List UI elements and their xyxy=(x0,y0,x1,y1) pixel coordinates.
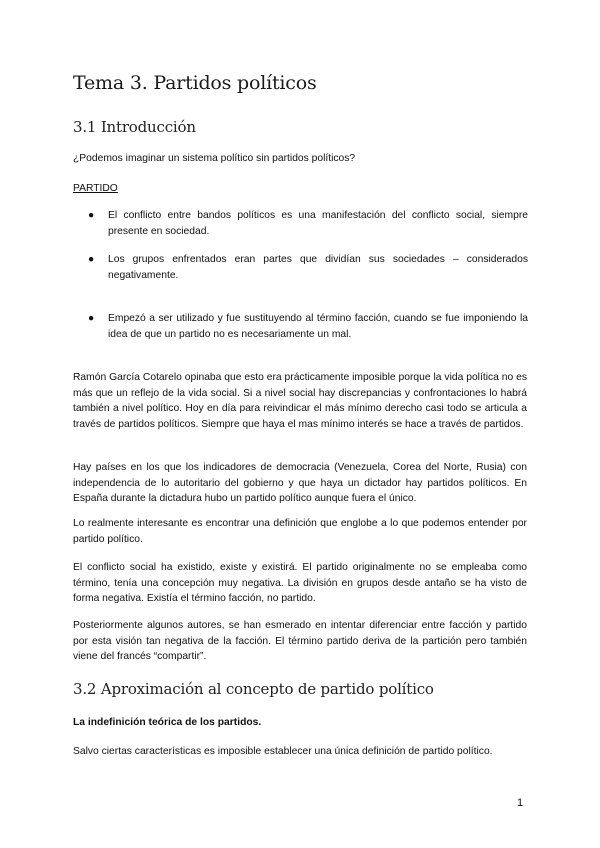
paragraph: El conflicto social ha existido, existe y existirá. El partido originalmente no se empleaba como término, tenía una concepción muy negativa. La división en grupos desde antaño se ha visto de forma negativa. Existía el término facción, no partido. xyxy=(73,562,527,604)
bullet-text: El conflicto entre bandos políticos es una manifestación del conflicto social, siempre presente en sociedad. xyxy=(108,210,528,237)
section-heading-aproximacion: 3.2 Aproximación al concepto de partido político xyxy=(73,680,434,698)
paragraph: Salvo ciertas características es imposible establecer una única definición de partido político. xyxy=(73,746,493,757)
bullet-icon: ● xyxy=(88,254,95,265)
paragraph: Ramón García Cotarelo opinaba que esto era prácticamente imposible porque la vida política no es más que un reflejo de la vida social. Si a nivel social hay discrepancias y confrontaciones lo habrá también a nivel político. Hoy en día para reivindicar el más mínimo derecho casi todo se articula a través de partidos políticos. Siempre que haya el mas mínimo interés se hace a través de partidos. xyxy=(73,372,527,430)
bullet-icon: ● xyxy=(88,313,95,324)
page-number: 1 xyxy=(517,797,524,809)
subheading: La indefinición teórica de los partidos. xyxy=(73,717,262,728)
bullet-text: Los grupos enfrentados eran partes que dividían sus sociedades – considerados negativamente. xyxy=(108,254,528,281)
paragraph: Hay países en los que los indicadores de democracia (Venezuela, Corea del Norte, Rusia) con independencia de lo autoritario del gobierno y que haya un dictador hay partidos políticos. En España durante la dictadura hubo un partido político aunque fuera el único. xyxy=(73,462,527,504)
bullet-text: Empezó a ser utilizado y fue sustituyendo al término facción, cuando se fue imponiendo la idea de que un partido no es necesariamente un mal. xyxy=(108,313,528,340)
intro-question: ¿Podemos imaginar un sistema político sin partidos políticos? xyxy=(73,153,356,164)
section-heading-introduccion: 3.1 Introducción xyxy=(73,118,196,136)
page-title: Tema 3. Partidos políticos xyxy=(73,72,317,94)
paragraph: Lo realmente interesante es encontrar una definición que englobe a lo que podemos entender por partido político. xyxy=(73,518,527,545)
bullet-icon: ● xyxy=(88,210,95,221)
paragraph: Posteriormente algunos autores, se han esmerado en intentar diferenciar entre facción y partido por esta visión tan negativa de la facción. El término partido deriva de la partición pero también viene del francés “compartir”. xyxy=(73,620,527,662)
partido-label: PARTIDO xyxy=(73,183,118,194)
